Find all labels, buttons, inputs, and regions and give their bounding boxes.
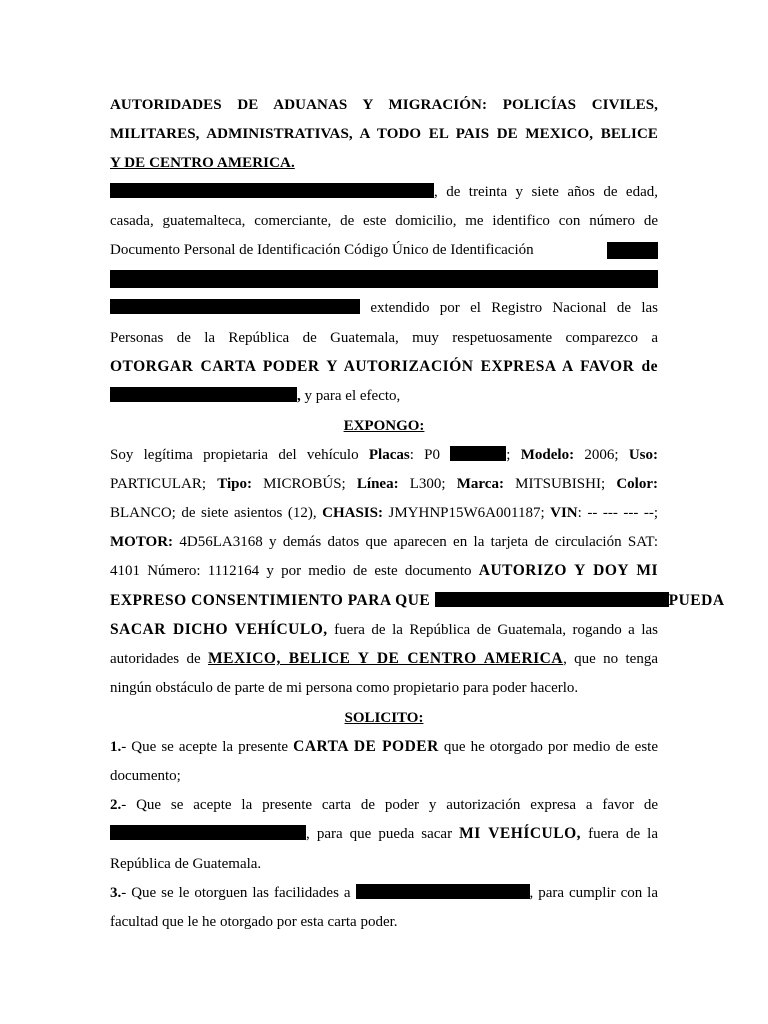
title-line-3-wrap <box>110 153 658 173</box>
expongo-line-1 <box>110 445 658 465</box>
intro-line-7: OTORGAR CARTA PODER Y AUTORIZACIÓN EXPRESA A FAVOR de <box>110 358 658 375</box>
expongo-heading-wrap <box>110 416 658 436</box>
solicito-item-1-cont: documento; <box>110 768 181 784</box>
item-number: 1. <box>110 739 122 755</box>
chasis-value: JMYHNP15W6A001187; <box>382 505 551 521</box>
redaction-cui-start <box>607 242 658 259</box>
t: - Que se acepte la presente carta de poder y autorización expresa a favor de <box>121 797 658 813</box>
color-value: BLANCO; de siete asientos (12), <box>110 505 323 521</box>
solicito-item-2-line-2 <box>110 824 658 844</box>
motor-value: 4D56LA3168 y demás datos que aparecen en la tarjeta de circulación SAT: <box>173 534 658 550</box>
tipo-value: MICROBÚS; <box>252 476 357 492</box>
solicito-item-2 <box>110 795 658 815</box>
redaction-name <box>110 183 434 198</box>
t: fuera de la <box>581 826 658 842</box>
expongo-line-7 <box>110 620 658 640</box>
item-number: 2. <box>110 797 122 813</box>
expongo-line-5 <box>110 561 658 581</box>
intro-comma: , <box>297 388 301 404</box>
modelo-label: Modelo: <box>520 447 575 463</box>
t: ; <box>506 447 521 463</box>
modelo-value: 2006; <box>574 447 629 463</box>
motor-label: MOTOR: <box>110 534 174 550</box>
color-label: Color: <box>616 476 658 492</box>
vin-label: VIN <box>550 505 578 521</box>
redaction-grantee <box>110 387 297 402</box>
linea-label: Línea: <box>356 476 399 492</box>
redaction-plate <box>450 446 506 461</box>
pueda-text: PUEDA <box>668 592 725 609</box>
solicito-item-3-line-2: facultad que le he otorgado por esta carta poder. <box>110 914 398 930</box>
linea-value: L300; <box>398 476 457 492</box>
uso-label: Uso: <box>628 447 659 463</box>
expongo-line-6 <box>110 591 725 611</box>
tipo-label: Tipo: <box>217 476 252 492</box>
chasis-label: CHASIS: <box>322 505 383 521</box>
intro-text-3: Documento Personal de Identificación Código Único de Identificación <box>110 242 534 258</box>
t: 4101 Número: 1112164 y por medio de este documento <box>110 563 479 579</box>
solicito-item-1 <box>110 737 658 757</box>
consentimiento-text: EXPRESO CONSENTIMIENTO PARA QUE <box>110 592 435 609</box>
mi-vehiculo-text: MI VEHÍCULO, <box>459 825 582 842</box>
t: Soy legítima propietaria del vehículo <box>110 447 369 463</box>
solicito-item-3 <box>110 883 658 903</box>
title-line-1: AUTORIDADES DE ADUANAS Y MIGRACIÓN: POLICÍAS CIVILES, <box>110 97 658 113</box>
intro-line-3 <box>110 240 658 260</box>
t: , que no tenga <box>563 651 658 667</box>
intro-line-1 <box>110 182 658 202</box>
redaction-cui-line <box>110 270 658 288</box>
intro-line-2: casada, guatemalteca, comerciante, de este domicilio, me identifico con número de <box>110 213 658 229</box>
expongo-line-3 <box>110 503 658 523</box>
uso-value: PARTICULAR; <box>110 476 218 492</box>
intro-line-6: Personas de la República de Guatemala, muy respetuosamente comparezco a <box>110 330 658 346</box>
expongo-heading: EXPONGO: <box>343 418 425 434</box>
intro-text-5: extendido por el Registro Nacional de las <box>360 300 658 316</box>
redaction-grantee-3 <box>110 825 306 840</box>
sacar-text: SACAR DICHO VEHÍCULO, <box>110 621 328 638</box>
redaction-grantee-2 <box>435 592 669 607</box>
expongo-line-2 <box>110 474 658 494</box>
solicito-item-2-line-3: República de Guatemala. <box>110 856 262 872</box>
item-number: 3. <box>110 885 122 901</box>
title-line-3: Y DE CENTRO AMERICA. <box>110 155 295 171</box>
solicito-heading: SOLICITO: <box>344 710 424 726</box>
t: autoridades de <box>110 651 208 667</box>
t: fuera de la República de Guatemala, rogando a las <box>327 622 658 638</box>
redaction-cui-end <box>110 299 360 314</box>
intro-text-1: , de treinta y siete años de edad, <box>434 184 658 200</box>
autorizo-text: AUTORIZO Y DOY MI <box>478 562 659 579</box>
t: que he otorgado por medio de este <box>438 739 658 755</box>
marca-value: MITSUBISHI; <box>503 476 617 492</box>
vin-value: : -- --- --- --; <box>577 505 658 521</box>
t: , para cumplir con la <box>529 885 658 901</box>
placas-label: Placas <box>368 447 410 463</box>
countries-text: MEXICO, BELICE Y DE CENTRO AMERICA <box>208 650 564 667</box>
t: - Que se acepte la presente <box>121 739 294 755</box>
intro-text-8: y para el efecto, <box>300 388 401 404</box>
solicito-heading-wrap <box>110 708 658 728</box>
intro-line-8 <box>110 386 658 406</box>
redaction-grantee-4 <box>356 884 530 899</box>
expongo-line-9: ningún obstáculo de parte de mi persona como propietario para poder hacerlo. <box>110 680 579 696</box>
title-line-2: MILITARES, ADMINISTRATIVAS, A TODO EL PAIS DE MEXICO, BELICE <box>110 126 658 142</box>
marca-label: Marca: <box>456 476 504 492</box>
carta-de-poder-text: CARTA DE PODER <box>293 738 439 755</box>
t: - Que se le otorguen las facilidades a <box>121 885 356 901</box>
intro-line-5 <box>110 298 658 318</box>
t: : P0 <box>409 447 451 463</box>
t: , para que pueda sacar <box>306 826 460 842</box>
expongo-line-8 <box>110 649 658 669</box>
expongo-line-4 <box>110 532 658 552</box>
